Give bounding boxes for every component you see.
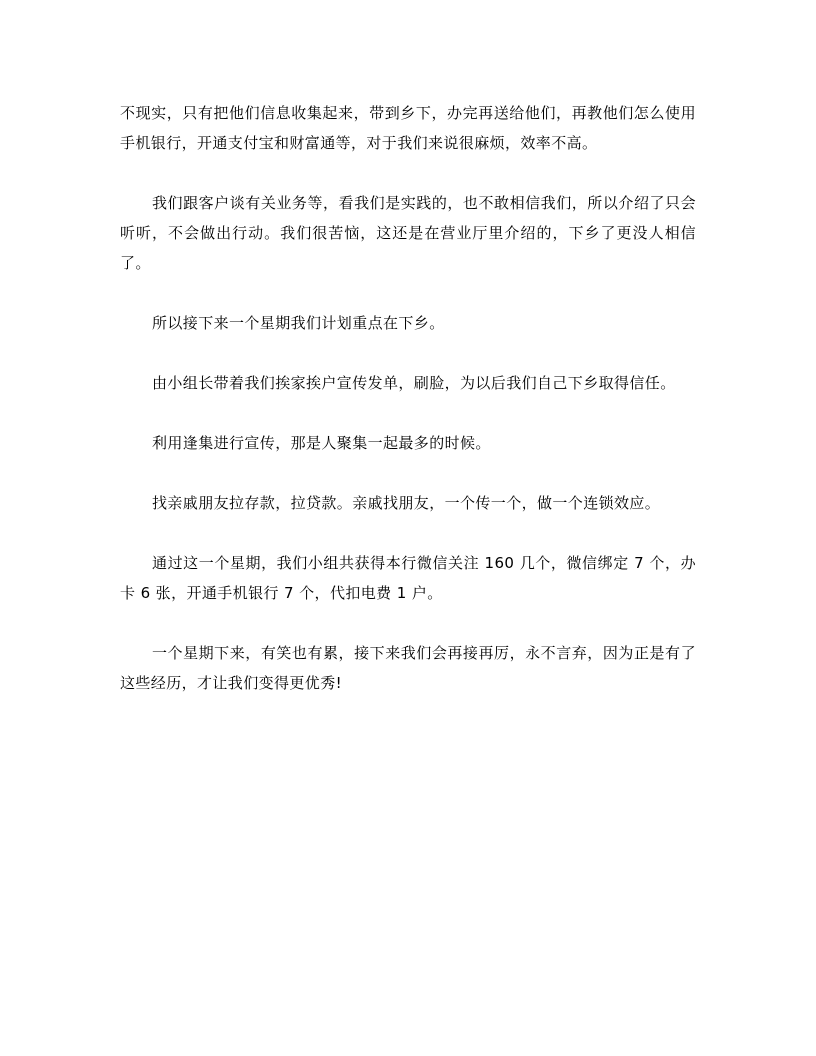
paragraph-6: 找亲戚朋友拉存款，拉贷款。亲戚找朋友，一个传一个，做一个连锁效应。 bbox=[152, 494, 661, 512]
paragraph-8: 一个星期下来，有笑也有累，接下来我们会再接再厉，永不言弃，因为正是有了这些经历，才让我们变得更优秀! bbox=[120, 644, 696, 692]
paragraph-5: 利用逢集进行宣传，那是人聚集一起最多的时候。 bbox=[152, 434, 491, 452]
paragraph-7: 通过这一个星期，我们小组共获得本行微信关注 160 几个，微信绑定 7 个，办卡 6 张，开通手机银行 7 个，代扣电费 1 户。 bbox=[120, 554, 696, 602]
paragraph-2: 我们跟客户谈有关业务等，看我们是实践的，也不敢相信我们，所以介绍了只会听听，不会做出行动。我们很苦恼，这还是在营业厅里介绍的，下乡了更没人相信了。 bbox=[120, 194, 696, 272]
paragraph-4: 由小组长带着我们挨家挨户宣传发单，刷脸，为以后我们自己下乡取得信任。 bbox=[152, 374, 676, 392]
paragraph-3: 所以接下来一个星期我们计划重点在下乡。 bbox=[152, 314, 445, 332]
paragraph-1: 不现实，只有把他们信息收集起来，带到乡下，办完再送给他们，再教他们怎么使用手机银行，开通支付宝和财富通等，对于我们来说很麻烦，效率不高。 bbox=[120, 104, 696, 152]
document-body bbox=[120, 98, 696, 728]
